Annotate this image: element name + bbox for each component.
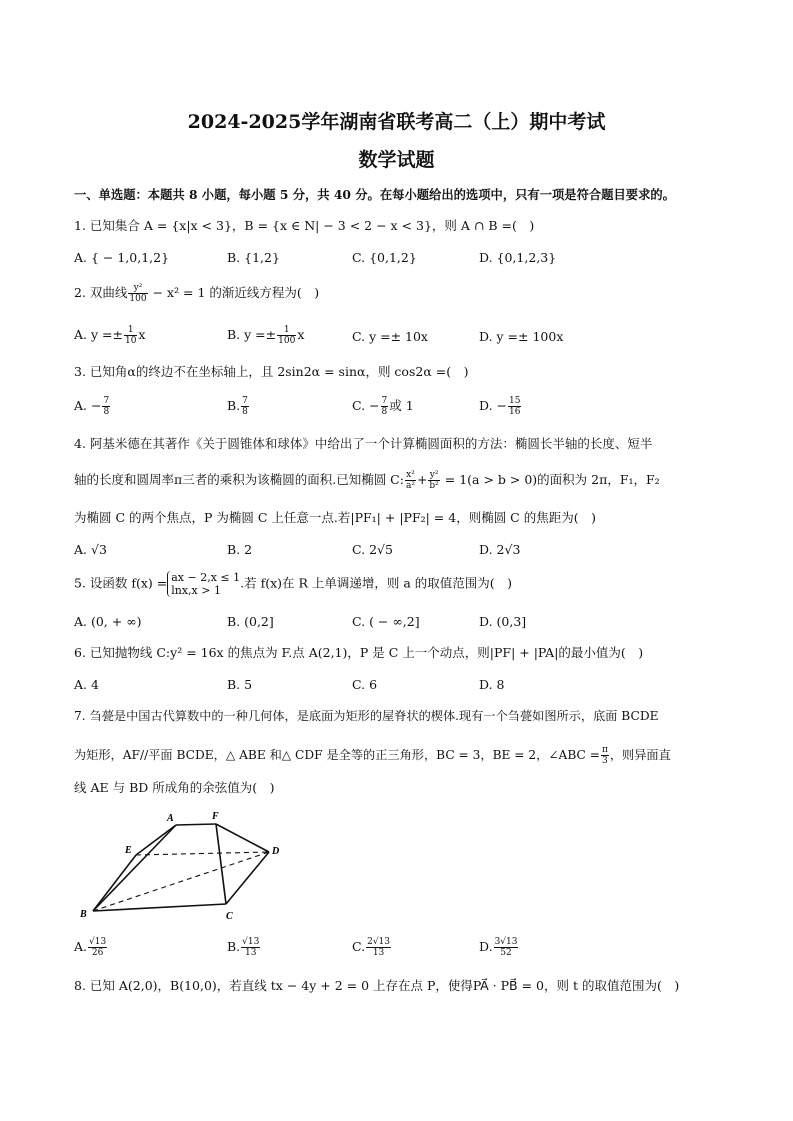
q4-line2-pre: 轴的长度和圆周率π三者的乘积为该椭圆的面积.已知椭圆 C: [74, 472, 404, 487]
q7-c-pre: C. [352, 939, 366, 954]
edge-bd-hidden [93, 852, 269, 911]
q2-b-frac [277, 325, 296, 346]
q2-b-num: 1 [277, 325, 296, 336]
q3-option-b [227, 396, 250, 417]
q3-c-frac [381, 396, 389, 417]
section-heading: 一、单选题：本题共 8 小题，每小题 5 分，共 40 分。在每小题给出的选项中，只有一项是符合题目要求的。 [74, 187, 675, 202]
q7-c-num: 2√13 [367, 937, 391, 947]
question-7-line-1: 7. 刍甍是中国古代算数中的一种几何体，是底面为矩形的屋脊状的楔体.现有一个刍甍如图所示，底面 BCDE [74, 709, 659, 723]
q3-d-num: 15 [509, 396, 521, 406]
q4-frac-y [428, 470, 439, 491]
q2-suffix: − x² = 1 的渐近线方程为( ) [148, 285, 320, 300]
q5-piecewise [167, 571, 240, 597]
label-d: D [272, 846, 280, 857]
q2-option-a [74, 325, 145, 346]
q3-option-a [74, 396, 111, 417]
question-2-stem [74, 283, 319, 304]
q7-a-den: 26 [91, 948, 104, 958]
q1-option-c: C. {0,1,2} [352, 250, 417, 265]
q2-option-d: D. y =± 100x [479, 329, 564, 344]
q5-option-b: B. (0,2] [227, 614, 274, 629]
edge-bc [93, 904, 226, 911]
q7-d-den: 52 [500, 948, 512, 958]
page-title: 2024-2025学年湖南省联考高二（上）期中考试 [187, 111, 606, 133]
q7-c-frac [366, 937, 391, 958]
edge-af [176, 824, 216, 825]
q2-b-post: x [297, 327, 305, 342]
q4-frac-x [405, 470, 416, 491]
q5-post: .若 f(x)在 R 上单调递增，则 a 的取值范围为( ) [240, 575, 513, 591]
q7-option-d [479, 937, 519, 958]
edge-fd [216, 824, 269, 852]
q7-option-c [352, 937, 392, 958]
q2-b-den: 100 [278, 336, 296, 346]
label-f: F [212, 811, 219, 822]
edge-cd [226, 852, 269, 904]
q7-b-frac [241, 937, 260, 958]
q2-a-den: 10 [124, 336, 137, 346]
q1-option-b: B. {1,2} [227, 250, 280, 265]
q7-c-den: 13 [372, 948, 385, 958]
q3-option-c [352, 396, 414, 417]
question-5-stem [74, 571, 512, 597]
label-b: B [80, 909, 87, 920]
label-a: A [167, 813, 174, 824]
q6-option-c: C. 6 [352, 677, 378, 692]
q4-option-c: C. 2√5 [352, 542, 393, 557]
q7-b-den: 13 [245, 948, 257, 958]
q7-d-frac [494, 937, 519, 958]
q3-b-pre: B. [227, 398, 241, 413]
label-c: C [226, 911, 233, 922]
q4-y2: y² [429, 470, 439, 480]
q5-option-c: C. ( − ∞,2] [352, 614, 420, 629]
q7-b-num: √13 [242, 937, 260, 947]
label-e: E [125, 845, 132, 856]
q7-b-pre: B. [227, 939, 241, 954]
question-3-stem: 3. 已知角α的终边不在坐标轴上，且 2sin2α = sinα，则 cos2α =( ) [74, 364, 469, 379]
q5-case-1: ax − 2,x ≤ 1 [171, 571, 241, 584]
page-subtitle: 数学试题 [358, 149, 435, 171]
edge-ea [136, 825, 176, 855]
q2-b-pre: B. y =± [227, 327, 277, 342]
q3-b-num: 7 [242, 396, 248, 406]
q7-option-b [227, 937, 261, 958]
q6-option-a: A. 4 [74, 677, 99, 692]
q7-a-frac [88, 937, 107, 958]
question-4-line-2: 轴的长度和圆周率π三者的乘积为该椭圆的面积.已知椭圆 C: $\frac{\text{x²}}{\text{a²}}$ + $\frac{\text{y²}}{\text{b²}}$ = 1(a > b > 0)的面积为 2π，F₁，F₂ [74, 470, 660, 491]
q2-frac-den: 100 [129, 294, 147, 304]
question-8-stem: 8. 已知 A(2,0)，B(10,0)，若直线 tx − 4y + 2 = 0 上存在点 P，使得PA⃗ · PB⃗ = 0，则 t 的取值范围为( ) [74, 978, 680, 993]
q3-c-den: 8 [381, 407, 388, 417]
q1-option-d: D. {0,1,2,3} [479, 250, 557, 265]
q3-a-den: 8 [103, 407, 110, 417]
q7-line2-pre: 为矩形，AF//平面 BCDE，△ ABE 和△ CDF 是全等的正三角形，BC = 3，BE = 2，∠ABC = [74, 748, 600, 762]
q7-a-pre: A. [74, 939, 88, 954]
q4-a2: a² [405, 481, 415, 491]
q7-three: 3 [602, 756, 608, 766]
q4-option-d: D. 2√3 [479, 542, 521, 557]
q3-b-den: 8 [242, 407, 248, 417]
edge-fc [216, 824, 226, 904]
q2-a-pre: A. y =± [74, 327, 123, 342]
q2-option-c: C. y =± 10x [352, 329, 428, 344]
question-4-line-3: 为椭圆 C 的两个焦点，P 为椭圆 C 上任意一点.若|PF₁| + |PF₂| = 4，则椭圆 C 的焦距为( ) [74, 510, 596, 525]
q7-pi: π [601, 745, 608, 755]
q7-angle-frac [601, 745, 609, 766]
q5-option-d: D. (0,3] [479, 614, 527, 629]
q2-a-post: x [138, 327, 146, 342]
question-6-stem: 6. 已知抛物线 C:y² = 16x 的焦点为 F.点 A(2,1)，P 是 C 上一个动点，则|PF| + |PA|的最小值为( ) [74, 645, 644, 660]
q7-d-pre: D. [479, 939, 493, 954]
edge-eb [93, 855, 136, 911]
q5-option-a: A. (0, + ∞) [74, 614, 142, 629]
q3-c-pre: C. − [352, 398, 380, 413]
question-4-line-1: 4. 阿基米德在其著作《关于圆锥体和球体》中给出了一个计算椭圆面积的方法：椭圆长半轴的长度、短半 [74, 436, 653, 451]
q6-option-d: D. 8 [479, 677, 505, 692]
q3-a-pre: A. − [74, 398, 102, 413]
q3-c-num: 7 [381, 396, 388, 406]
q3-a-frac [102, 396, 110, 417]
q7-option-a [74, 937, 108, 958]
chumeng-figure [70, 805, 290, 925]
edge-ed-hidden [136, 852, 269, 855]
q3-d-pre: D. − [479, 398, 507, 413]
q4-x2: x² [406, 470, 415, 480]
q3-d-frac [508, 396, 521, 417]
q3-c-post: 或 1 [389, 398, 414, 413]
q3-option-d [479, 396, 522, 417]
edge-ab [93, 825, 176, 911]
q2-frac-num: y² [128, 283, 147, 294]
q2-a-num: 1 [124, 325, 137, 336]
q4-line2-post: = 1(a > b > 0)的面积为 2π，F₁，F₂ [440, 472, 660, 487]
q6-option-b: B. 5 [227, 677, 253, 692]
question-1-stem: 1. 已知集合 A = {x|x < 3}，B = {x ∈ N| − 3 < 2 − x < 3}，则 A ∩ B =( ) [74, 218, 535, 233]
question-7-line-3: 线 AE 与 BD 所成角的余弦值为( ) [74, 780, 275, 795]
q7-a-num: √13 [89, 937, 107, 947]
q5-case-2: lnx,x > 1 [171, 584, 221, 597]
q7-d-num: 3√13 [494, 937, 518, 947]
q7-line2-post: ，则异面直 [609, 748, 671, 762]
q4-b2: b² [429, 481, 439, 491]
q3-b-frac [241, 396, 249, 417]
q2-prefix: 2. 双曲线 [74, 285, 128, 300]
q4-option-b: B. 2 [227, 542, 253, 557]
q2-option-b [227, 325, 304, 346]
q2-a-frac [124, 325, 137, 346]
q4-option-a: A. √3 [74, 542, 107, 557]
q5-pre: 5. 设函数 f(x) = [74, 575, 168, 591]
q3-d-den: 16 [509, 407, 521, 417]
question-7-line-2 [74, 745, 671, 766]
q2-fraction [128, 283, 147, 304]
q1-option-a: A. { − 1,0,1,2} [74, 250, 170, 265]
q3-a-num: 7 [103, 396, 110, 406]
